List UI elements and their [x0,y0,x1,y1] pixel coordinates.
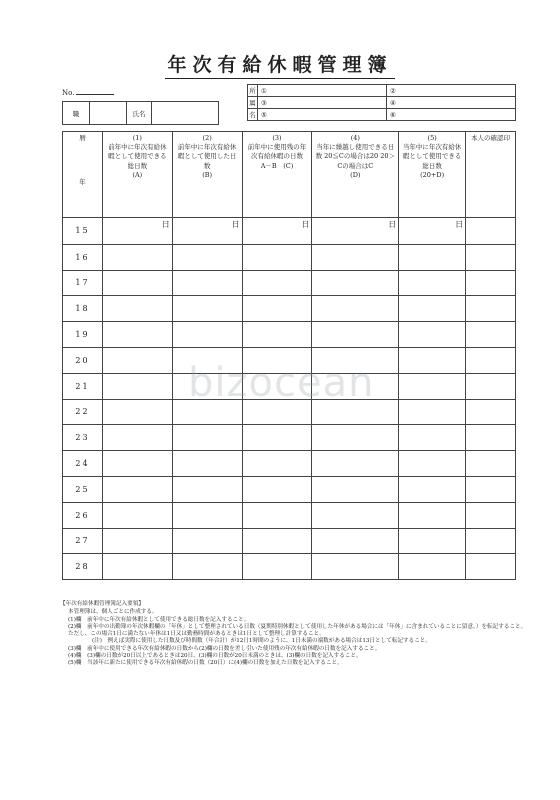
instruction-line: (2)欄 前年中の出勤簿の年次休暇欄の「年休」として整理されている日数（夏期特別休暇として使用した年休がある場合には「年休」に含まれていることに留意。）を転記すること。ただし、この場合1日に満たない年休は1日又は勤務時間があるときは1日として整理し計算すること。 [68,623,527,638]
column-4: (4) 当年に繰越し使用できる日数 20≦Cの場合は20 20＞Cの場合はC (D) [312,132,399,218]
entry-cell [102,373,172,399]
entry-cell [466,528,516,554]
year-cell: 17 [63,270,103,296]
entry-cell [399,244,466,270]
affiliation-slot-5: ⑤ [258,109,387,121]
entry-cell [399,347,466,373]
table-row [63,218,516,245]
entry-cell [312,270,399,296]
affiliation-table [247,84,516,121]
entry-cell [399,296,466,322]
table-row [63,270,516,296]
entry-cell [242,502,312,528]
entry-cell [242,270,312,296]
entry-cell [102,296,172,322]
table-row [63,296,516,322]
number-field [62,89,114,97]
table-row [63,528,516,554]
entry-cell [102,270,172,296]
table-row [63,322,516,348]
table-row [63,502,516,528]
entry-cell [172,322,242,348]
entry-cell [312,244,399,270]
entry-cell [172,373,242,399]
year-cell: 28 [63,554,103,580]
column-3: (3) 前年中に使用残の年次有給休暇の日数 A－B (C) [242,132,312,218]
day-unit-cell: 日 [242,218,312,245]
instruction-line: (5)欄 当該年に新たに使用できる年次有給休暇の日数（20日）に(4)欄の日数を加えた日数を記入すること。 [68,660,343,667]
entry-cell [466,218,516,245]
entry-cell [242,476,312,502]
affiliation-slot-4: ④ [387,97,516,109]
entry-cell [399,270,466,296]
name-label: 氏名 [127,102,152,125]
instructions-heading: 【年次有給休暇管理簿記入要領】 [60,601,144,607]
instructions [60,601,530,668]
entry-cell [312,347,399,373]
entry-cell [399,399,466,425]
entry-cell [399,451,466,477]
affiliation-slot-1: ① [258,85,387,97]
year-cell: 25 [63,476,103,502]
entry-cell [242,554,312,580]
table-row [63,476,516,502]
entry-cell [242,244,312,270]
entry-cell [312,502,399,528]
entry-cell [399,476,466,502]
year-cell: 23 [63,425,103,451]
year-cell: 15 [63,218,103,245]
year-cell: 27 [63,528,103,554]
year-cell: 16 [63,244,103,270]
year-cell: 24 [63,451,103,477]
entry-cell [172,399,242,425]
day-unit-cell: 日 [399,218,466,245]
instruction-line: (注) 例えば実際に使用した日数及び時間数（年合計）が12日1時間のように、1日未満の端数がある場合は13日として転記すること。 [92,638,431,645]
entry-cell [172,270,242,296]
entry-cell [102,244,172,270]
entry-cell [102,502,172,528]
entry-cell [312,296,399,322]
entry-cell [466,451,516,477]
entry-cell [466,347,516,373]
table-row [63,347,516,373]
year-cell: 26 [63,502,103,528]
entry-cell [172,554,242,580]
year-cell: 19 [63,322,103,348]
entry-cell [102,554,172,580]
entry-cell [242,425,312,451]
entry-cell [242,399,312,425]
table-row [63,451,516,477]
entry-cell [466,476,516,502]
entry-cell [399,373,466,399]
year-cell: 22 [63,399,103,425]
entry-cell [312,528,399,554]
column-5: (5) 当年中に年次有給休暇として使用できる総日数 (20+D) [399,132,466,218]
instruction-line: (3)欄 前年中に使用できる年次有給休暇の日数から(2)欄の日数を差し引いた使用残の年次有給休暇の日数を記入すること。 [68,645,381,652]
entry-cell [242,451,312,477]
column-1: (1) 前年中に年次有給休暇として使用できる総日数 (A) [102,132,172,218]
entry-cell [242,528,312,554]
entry-cell [466,502,516,528]
column-2: (2) 前年中に年次有給休暇として使用した日数 (B) [172,132,242,218]
column-confirmation-seal: 本人の確認印 [466,132,516,218]
affiliation-label-3: 名 [248,109,258,121]
table-row [63,373,516,399]
entry-cell [312,399,399,425]
entry-cell [172,528,242,554]
instruction-line: (1)欄 前年中に年次有給休暇として使用できる総日数を記入すること。 [68,616,250,623]
entry-cell [172,451,242,477]
instruction-line: (4)欄 (3)欄の日数が20日以上であるときは20日、(3)欄の日数が20日未満のときは、(3)欄の日数を記入すること。 [68,653,362,660]
leave-record-table [62,131,516,580]
year-cell: 21 [63,373,103,399]
affiliation-label-1: 所 [248,85,258,97]
affiliation-slot-6: ⑥ [387,109,516,121]
affiliation-slot-3: ③ [258,97,387,109]
entry-cell [399,425,466,451]
entry-cell [312,373,399,399]
day-unit-cell: 日 [102,218,172,245]
entry-cell [172,347,242,373]
entry-cell [466,244,516,270]
entry-cell [399,528,466,554]
year-cell: 18 [63,296,103,322]
entry-cell [102,425,172,451]
entry-cell [399,322,466,348]
entry-cell [399,554,466,580]
name-value [152,102,219,125]
year-cell: 20 [63,347,103,373]
column-year: 暦 年 [63,132,103,218]
entry-cell [242,347,312,373]
entry-cell [172,296,242,322]
day-unit-cell: 日 [172,218,242,245]
table-row [63,244,516,270]
day-unit-cell: 日 [312,218,399,245]
table-row [63,425,516,451]
entry-cell [312,476,399,502]
shoku-value [90,102,127,125]
entry-cell [466,399,516,425]
page-title: 年次有給休暇管理簿 [0,50,560,77]
entry-cell [102,322,172,348]
entry-cell [172,476,242,502]
entry-cell [312,425,399,451]
table-row [63,399,516,425]
entry-cell [172,244,242,270]
table-header-row [63,132,516,218]
entry-cell [242,322,312,348]
employee-header-table [62,101,219,125]
entry-cell [102,476,172,502]
entry-cell [312,451,399,477]
entry-cell [466,322,516,348]
number-label: No. [62,89,75,97]
instruction-line: 本管理簿は、個人ごとに作成する。 [68,609,158,616]
entry-cell [466,270,516,296]
entry-cell [466,373,516,399]
affiliation-slot-2: ② [387,85,516,97]
affiliation-label-2: 属 [248,97,258,109]
entry-cell [312,322,399,348]
entry-cell [102,399,172,425]
table-row [63,554,516,580]
entry-cell [102,528,172,554]
entry-cell [466,296,516,322]
entry-cell [102,347,172,373]
entry-cell [312,554,399,580]
entry-cell [242,373,312,399]
entry-cell [242,296,312,322]
entry-cell [102,451,172,477]
entry-cell [399,502,466,528]
watermark: bizocean [188,360,375,406]
entry-cell [466,425,516,451]
entry-cell [466,554,516,580]
entry-cell [172,425,242,451]
shoku-label: 職 [63,102,90,125]
entry-cell [172,502,242,528]
